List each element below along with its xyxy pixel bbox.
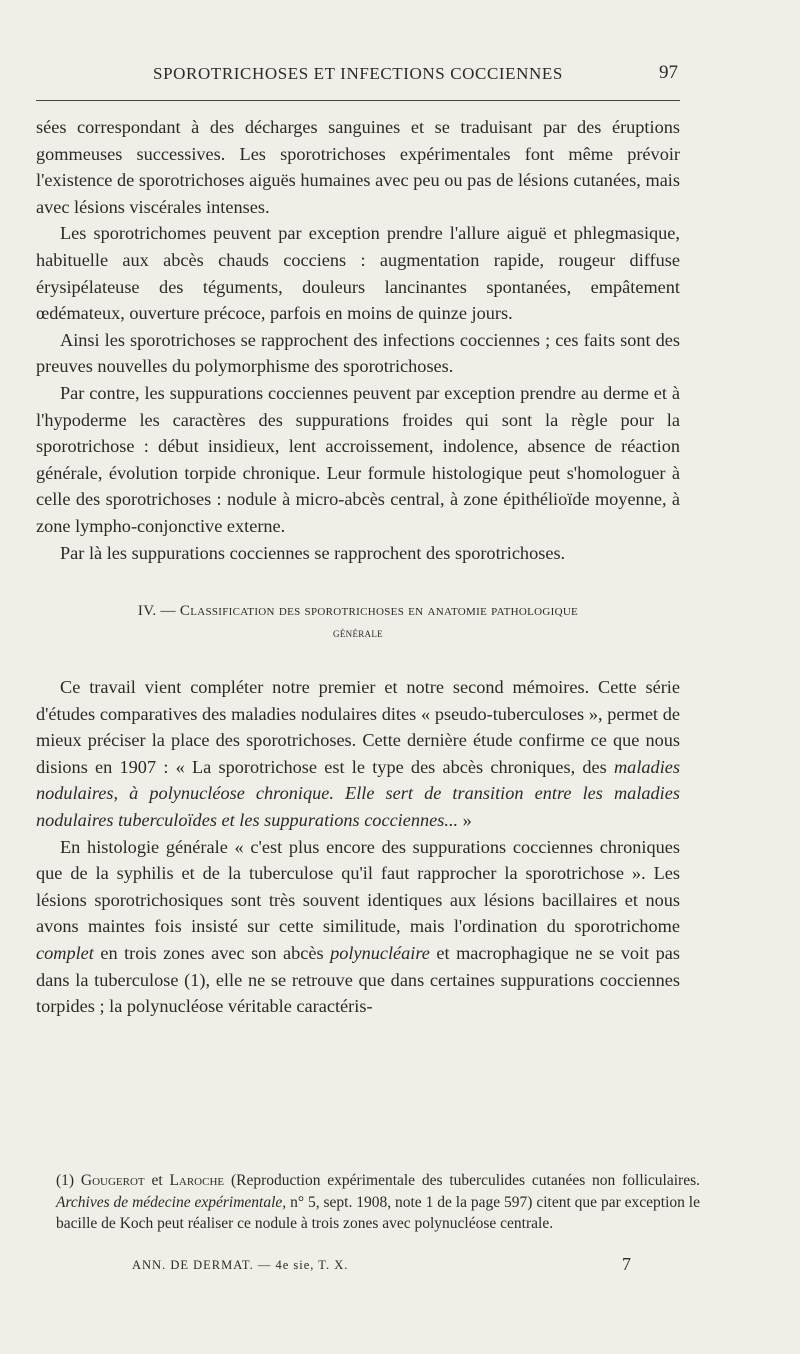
- footnote-journal: Archives de médecine expérimentale,: [56, 1193, 287, 1211]
- page-number: 97: [659, 62, 678, 83]
- footnote-text-b: n° 5, sept. 1908, note 1 de la page 597) citent que par exception le bacille de Koch peut réaliser ce nodule à trois zones avec polynucléose centrale.: [56, 1193, 700, 1232]
- footnote-author-1: Gougerot: [80, 1172, 145, 1189]
- footnote-marker: (1): [56, 1172, 81, 1189]
- section-paragraph-2-text-c: en trois zones avec son abcès: [93, 943, 331, 964]
- paragraph-5: Par là les suppurations cocciennes se rapprochent des sporotrichoses.: [60, 542, 566, 563]
- section-title: Classification des sporotrichoses en anatomie pathologique: [179, 603, 579, 620]
- footer-signature: 7: [622, 1254, 632, 1274]
- section-paragraph-1-text: Ce travail vient compléter notre premier et notre second mémoires. Cette série d'études comparatives des maladies nodulaires dites « pseudo-tuberculoses », permet de mieux préciser la place des sporotrichoses. Cette dernière étude confirme ce que nous disions en 1907 : « La sporotrichose est le type des abcès chroniques, des: [36, 677, 680, 777]
- section-heading-line-1: [36, 600, 680, 622]
- section-paragraph-2-text-e: et macrophagique ne se voit pas dans la tuberculose (1), elle ne se retrouve que dans certaines suppurations cocciennes torpides ; la polynucléose véritable caractéris-: [36, 943, 680, 1017]
- footnote-text-a: (Reproduction expérimentale des tuberculides cutanées non folliculaires.: [224, 1172, 701, 1189]
- section-paragraph-1-end: »: [458, 810, 472, 831]
- section-number: IV. —: [137, 603, 176, 620]
- page-footer: [132, 1256, 632, 1280]
- body-text: [36, 114, 680, 1020]
- section-heading: [36, 600, 680, 644]
- paragraph-3: Ainsi les sporotrichoses se rapprochent des infections cocciennes ; ces faits sont des preuves nouvelles du polymorphisme des sporotrichoses.: [36, 329, 680, 377]
- page-header: [36, 64, 680, 92]
- footnote: [56, 1170, 700, 1235]
- section-title-line-2: générale: [333, 625, 383, 641]
- footnote-author-2: Laroche: [169, 1172, 225, 1189]
- section-paragraph-2-emph-polynucleaire: polynucléaire: [330, 943, 430, 964]
- footnote-text: [56, 1170, 700, 1235]
- footnote-and: et: [144, 1172, 170, 1189]
- header-rule: [36, 100, 680, 101]
- paragraph-2: Les sporotrichomes peuvent par exception prendre l'allure aiguë et phlegmasique, habituelle aux abcès chauds cocciens : augmentation rapide, rougeur diffuse érysipélateuse des téguments, douleurs lancinantes spontanées, empâtement œdémateux, ouverture précoce, parfois en moins de quinze jours.: [36, 223, 680, 324]
- paragraph-1: sées correspondant à des décharges sanguines et se traduisant par des éruptions gommeuses successives. Les sporotrichoses expérimentales font même prévoir l'existence de sporotrichoses aiguës humaines avec peu ou pas de lésions cutanées, mais avec lésions viscérales intenses.: [36, 117, 680, 217]
- section-paragraph-1: [36, 674, 680, 834]
- section-paragraph-2-emph-complet: complet: [36, 943, 94, 964]
- running-head: SPOROTRICHOSES ET INFECTIONS COCCIENNES: [153, 64, 563, 83]
- section-paragraph-2: [36, 834, 680, 1020]
- section-paragraph-1-quote: maladies nodulaires, à polynucléose chronique. Elle sert de transition entre les maladies nodulaires tuberculoïdes et les suppurations cocciennes...: [36, 756, 680, 831]
- section-paragraph-2-text-a: En histologie générale « c'est plus encore des suppurations cocciennes chroniques que de la syphilis et de la tuberculose qu'il faut rapprocher la sporotrichose ». Les lésions sporotrichosiques sont très souvent identiques aux lésions bacillaires et nous avons maintes fois insisté sur cette similitude, mais l'ordination du sporotrichome: [36, 836, 680, 937]
- footer-journal-ref: ANN. DE DERMAT. — 4e sie, T. X.: [132, 1258, 349, 1272]
- paragraph-4: Par contre, les suppurations cocciennes peuvent par exception prendre au derme et à l'hypoderme les caractères des suppurations froides qui sont la règle pour la sporotrichose : début insidieux, lent accroissement, indolence, absence de réaction générale, évolution torpide chronique. Leur formule histologique peut s'homologuer à celle des sporotrichoses : nodule à micro-abcès central, à zone épithélioïde moyenne, à zone lympho-conjonctive externe.: [36, 382, 680, 536]
